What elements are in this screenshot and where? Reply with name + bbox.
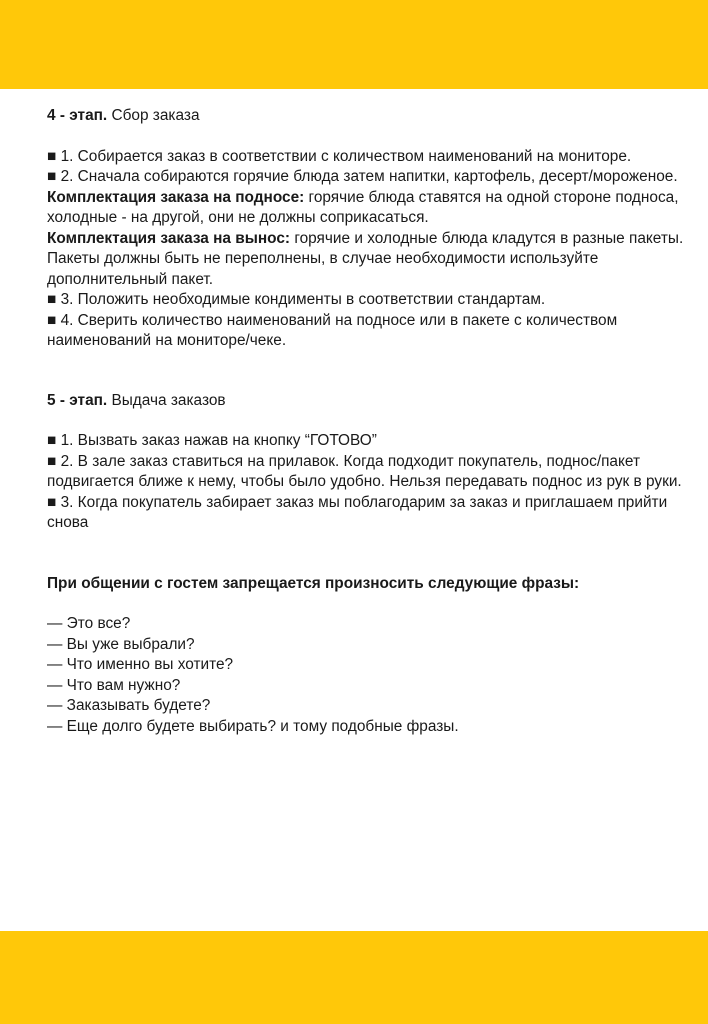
- stage4-title-bold: 4 - этап.: [47, 107, 108, 124]
- takeout-assembly: [47, 229, 687, 291]
- stage4-item-2: ■ 2. Сначала собираются горячие блюда затем напитки, картофель, десерт/мороженое.: [47, 168, 678, 185]
- stage4-title-rest: Сбор заказа: [111, 107, 200, 124]
- forbidden-phrase: — Еще долго будете выбирать? и тому подобные фразы.: [47, 717, 459, 735]
- takeout-assembly-text: горячие и холодные блюда кладутся в разные пакеты. Пакеты должны быть не переполнены, в случае необходимости используйте дополнительный пакет.: [47, 229, 684, 288]
- document-body: [47, 106, 687, 737]
- stage4-item-3: ■ 3. Положить необходимые кондименты в соответствии стандартам.: [47, 291, 546, 308]
- stage5-title-rest: Выдача заказов: [111, 391, 226, 409]
- tray-assembly-label: Комплектация заказа на подносе:: [47, 188, 305, 206]
- stage5-item-3: ■ 3. Когда покупатель забирает заказ мы поблагодарим за заказ и приглашаем прийти снова: [47, 493, 668, 531]
- stage5-title: [47, 391, 687, 412]
- stage4-title: [47, 106, 687, 127]
- top-yellow-band: [0, 0, 708, 89]
- stage4-item-4: ■ 4. Сверить количество наименований на подносе или в пакете с количеством наименований на мониторе/чеке.: [47, 311, 618, 349]
- forbidden-phrase: — Вы уже выбрали?: [47, 635, 195, 653]
- stage4-item-1: ■ 1. Собирается заказ в соответствии с количеством наименований на мониторе.: [47, 147, 632, 165]
- stage5-item-1: ■ 1. Вызвать заказ нажав на кнопку “ГОТОВО”: [47, 432, 377, 449]
- forbidden-phrase: — Это все?: [47, 615, 131, 632]
- tray-assembly: [47, 188, 687, 229]
- stage5-title-bold: 5 - этап.: [47, 391, 108, 409]
- tray-assembly-text: горячие блюда ставятся на одной стороне подноса, холодные - на другой, они не должны соприкасаться.: [47, 188, 679, 226]
- forbidden-phrase: — Заказывать будете?: [47, 697, 211, 714]
- bottom-yellow-band: [0, 931, 708, 1024]
- takeout-assembly-label: Комплектация заказа на вынос:: [47, 229, 291, 247]
- stage5-item-2: ■ 2. В зале заказ ставиться на прилавок. Когда подходит покупатель, поднос/пакет подвигается ближе к нему, чтобы было удобно. Нельзя передавать поднос из рук в руки.: [47, 452, 682, 490]
- forbidden-phrase: — Что именно вы хотите?: [47, 656, 234, 673]
- forbidden-phrases-heading: При общении с гостем запрещается произносить следующие фразы:: [47, 574, 580, 592]
- forbidden-phrase: — Что вам нужно?: [47, 676, 181, 694]
